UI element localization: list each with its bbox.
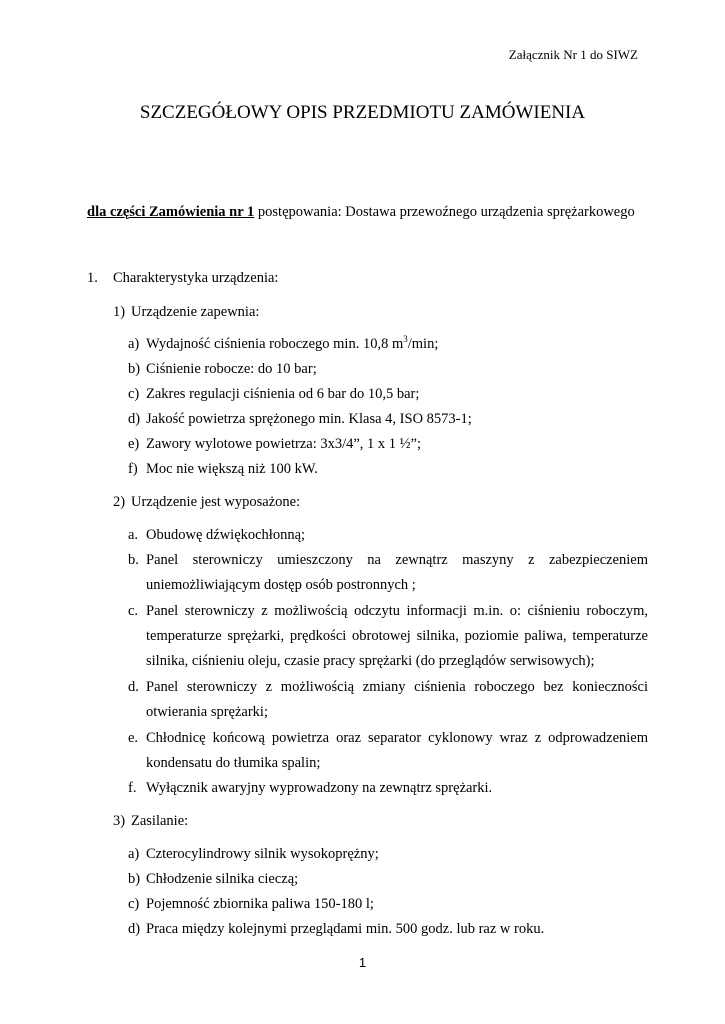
list-item-continuation: silnika, ciśnieniu oleju, czasie pracy sprężarki (do przeglądów serwisowych); bbox=[146, 653, 595, 669]
list-item: Panel sterowniczy z możliwością zmiany ciśnienia roboczego bez konieczności bbox=[146, 679, 648, 695]
list-marker: d. bbox=[128, 679, 139, 695]
list-item: Chłodnicę końcową powietrza oraz separator cyklonowy wraz z odprowadzeniem bbox=[146, 730, 648, 746]
section-heading: Charakterystyka urządzenia: bbox=[113, 270, 279, 286]
list-item-continuation: temperaturze sprężarki, prędkości obrotowej silnika, poziomie paliwa, temperaturze bbox=[146, 628, 648, 644]
list-marker: a) bbox=[128, 846, 140, 862]
intro-part-label: dla części Zamówienia nr 1 bbox=[87, 204, 255, 220]
list-item: Jakość powietrza sprężonego min. Klasa 4, ISO 8573-1; bbox=[146, 411, 472, 427]
list-item: Ciśnienie robocze: do 10 bar; bbox=[146, 361, 317, 377]
list-item: Zakres regulacji ciśnienia od 6 bar do 10,5 bar; bbox=[146, 386, 420, 402]
intro-subject: postępowania: Dostawa przewoźnego urządzenia sprężarkowego bbox=[254, 204, 635, 220]
subsection-heading: Urządzenie jest wyposażone: bbox=[131, 494, 301, 510]
list-item: Wyłącznik awaryjny wyprowadzony na zewnątrz sprężarki. bbox=[146, 780, 493, 796]
list-marker: f) bbox=[128, 461, 138, 477]
list-item-continuation: uniemożliwiającym dostęp osób postronnych ; bbox=[146, 577, 416, 593]
subsection-number: 3) bbox=[113, 813, 126, 829]
list-item: Zawory wylotowe powietrza: 3x3/4”, 1 x 1 ½”; bbox=[146, 436, 422, 452]
subsection-heading: Urządzenie zapewnia: bbox=[131, 304, 260, 320]
list-marker: e. bbox=[128, 730, 139, 746]
subsection-heading: Zasilanie: bbox=[131, 813, 189, 829]
list-item: Chłodzenie silnika cieczą; bbox=[146, 871, 299, 887]
subsection-number: 2) bbox=[113, 494, 126, 510]
list-marker: c) bbox=[128, 386, 140, 402]
list-marker: e) bbox=[128, 436, 140, 452]
list-marker: d) bbox=[128, 411, 141, 427]
list-item-continuation: otwierania sprężarki; bbox=[146, 704, 268, 720]
list-item-continuation: kondensatu do tłumika spalin; bbox=[146, 755, 321, 771]
section-number: 1. bbox=[87, 270, 98, 286]
list-item: Pojemność zbiornika paliwa 150-180 l; bbox=[146, 896, 374, 912]
list-item: Praca między kolejnymi przeglądami min. 500 godz. lub raz w roku. bbox=[146, 921, 545, 937]
list-item: Panel sterowniczy z możliwością odczytu informacji m.in. o: ciśnieniu roboczym, bbox=[146, 603, 648, 619]
subsection-number: 1) bbox=[113, 304, 126, 320]
intro-paragraph bbox=[87, 204, 635, 221]
list-item: Panel sterowniczy umieszczony na zewnątrz maszyny z zabezpieczeniem bbox=[146, 552, 648, 568]
list-marker: b) bbox=[128, 361, 141, 377]
list-marker: a. bbox=[128, 527, 139, 543]
list-item: Moc nie większą niż 100 kW. bbox=[146, 461, 318, 477]
list-marker: d) bbox=[128, 921, 141, 937]
list-item: Czterocylindrowy silnik wysokoprężny; bbox=[146, 846, 379, 862]
list-item: Obudowę dźwiękochłonną; bbox=[146, 527, 306, 543]
list-marker: f. bbox=[128, 780, 137, 796]
list-item: Wydajność ciśnienia roboczego min. 10,8 $m^3/\min$; bbox=[146, 334, 439, 352]
list-marker: b. bbox=[128, 552, 139, 568]
list-marker: c) bbox=[128, 896, 140, 912]
attachment-note: Załącznik Nr 1 do SIWZ bbox=[508, 47, 638, 62]
list-marker: c. bbox=[128, 603, 139, 619]
page-title: SZCZEGÓŁOWY OPIS PRZEDMIOTU ZAMÓWIENIA bbox=[139, 102, 586, 123]
list-marker: b) bbox=[128, 871, 141, 887]
list-marker: a) bbox=[128, 336, 140, 352]
page-number: 1 bbox=[358, 955, 367, 970]
